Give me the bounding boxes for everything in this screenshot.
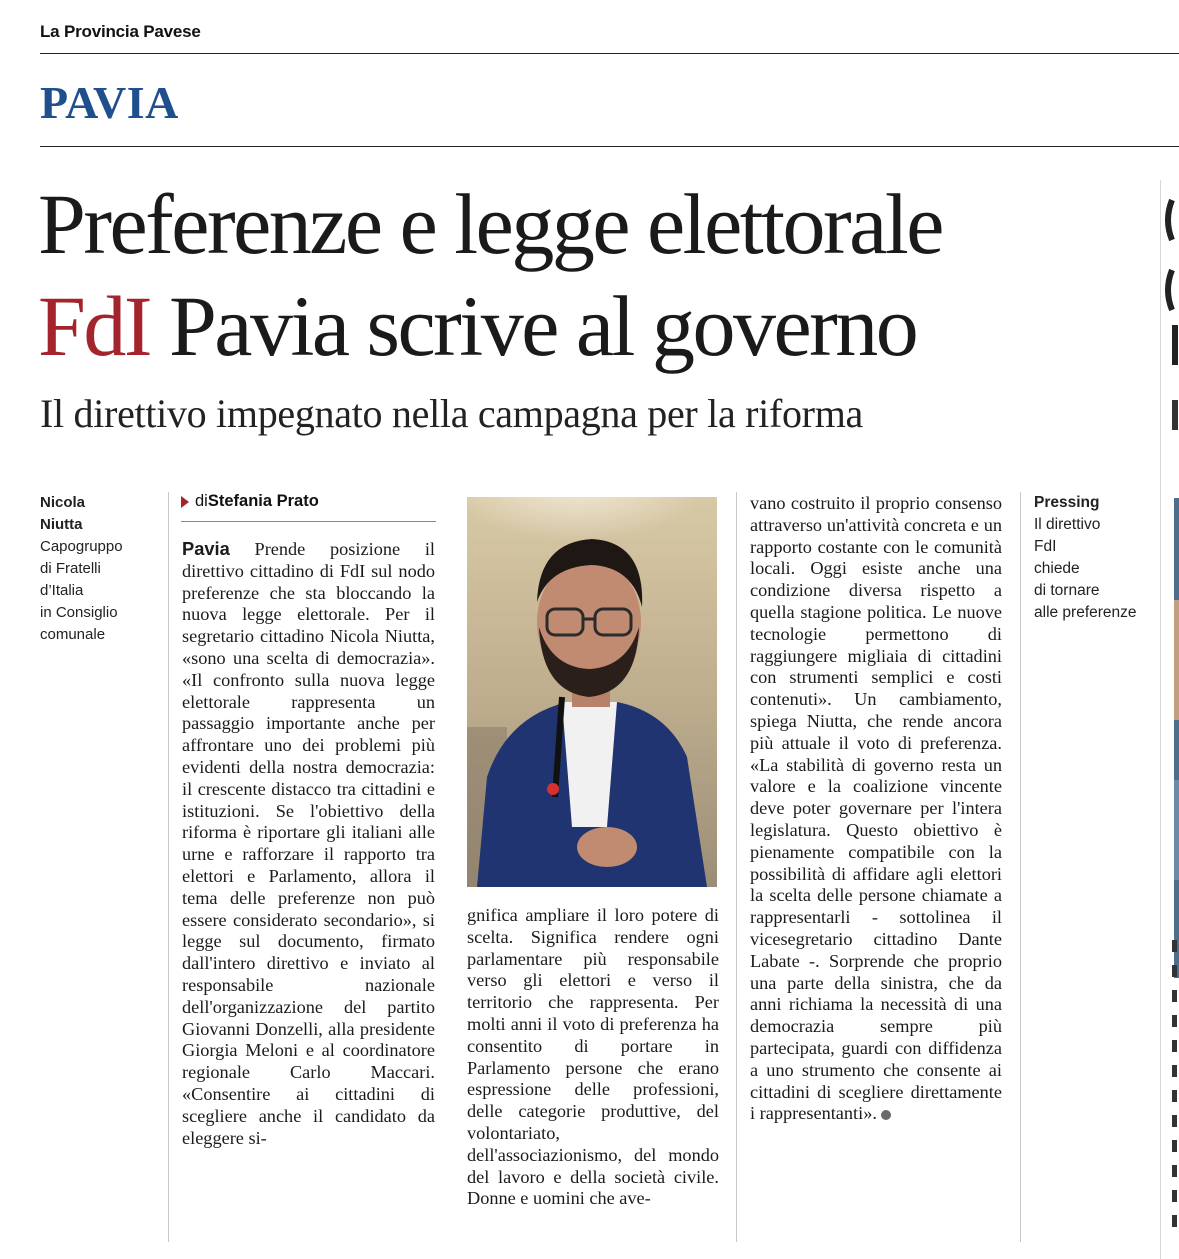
headline-highlight: FdI: [38, 278, 150, 374]
article-col1-text: Prende posizione il direttivo cittadino di FdI sul nodo preferenze che sta bloccando la nuova legge elettorale. Per il segretario cittadino Nicola Niutta, «sono una scelta di democrazia». «Il confronto sulla nuova legge elettorale rappresenta un passaggio importante anche per affrontare uno dei problemi più evidenti della nostra democrazia: il crescente distacco tra cittadini e istituzioni. Se l'obiettivo della riforma è riportare gli italiani alle urne e rafforzare il rapporto tra elettori e Parlamento, allora il tema delle preferenze non può essere considerato secondario», si legge sul documento, firmato dall'intero direttivo e inviato al responsabile nazionale dell'organizzazione del partito Giovanni Donzelli, alla presidente Giorgia Meloni e al coordinatore regionale Carlo Maccari. «Consentire ai cittadini di scegliere anche il candidato da eleggere si-: [182, 539, 435, 1148]
section-rule: [40, 146, 1179, 147]
article-column-3: [750, 493, 1002, 1125]
caption-line: di tornare: [1034, 582, 1100, 599]
byline-marker-icon: [181, 496, 189, 508]
sidebar-role-line: di Fratelli: [40, 560, 101, 577]
caption-line: Il direttivo: [1034, 516, 1101, 533]
sidebar-person: [40, 492, 155, 646]
adjacent-article-fragment: [1160, 180, 1179, 1259]
sidebar-name-last: Niutta: [40, 516, 83, 533]
sidebar-role-line: comunale: [40, 626, 106, 643]
byline-prefix: di: [195, 492, 208, 510]
person-photo-image: [467, 497, 717, 887]
byline-author: Stefania Prato: [207, 492, 319, 510]
caption-line: FdI: [1034, 538, 1057, 555]
sidebar-role-line: d’Italia: [40, 582, 84, 599]
article-column-1: [182, 538, 435, 1149]
article-city: Pavia: [182, 538, 230, 559]
photo-caption: [1034, 492, 1154, 624]
article-col3-text: vano costruito il proprio consenso attraverso un'attività concreta e un rapporto costante con le comunità locali. Oggi esiste anche una condizione diversa rispetto a quella stagione politica. Le nuove tecnologie permettono di raggiungere migliaia di cittadini con strumenti semplici e costi contenuti». Un cambiamento, spiega Niutta, che rende ancora più attuale il voto di preferenza. «La stabilità di governo resta un valore e la coalizione vincente deve poter governare per l'intera legislatura. Questo obiettivo è pienamente compatibile con la possibilità di affidare agli elettori la scelta delle persone chiamate a rappresentarli - sottolinea il vicesegretario cittadino Dante Labate -. Sorprende che proprio una parte della sinistra, che da anni richiama la necessità di una democrazia sempre più partecipata, guardi con diffidenza a uno strumento che consente ai cittadini di scegliere direttamente i rappresentanti».: [750, 493, 1002, 1124]
byline: [181, 492, 319, 511]
headline-rest: Pavia scrive al governo: [149, 278, 917, 374]
column-divider: [168, 492, 169, 1242]
headline-line-1: Preferenze e legge elettorale: [38, 176, 942, 272]
article-photo: [467, 497, 717, 887]
end-of-article-icon: [881, 1110, 891, 1120]
byline-rule: [181, 521, 436, 522]
caption-line: alle preferenze: [1034, 604, 1137, 621]
column-divider: [1020, 492, 1021, 1242]
section-title: PAVIA: [40, 77, 179, 128]
headline-line-2: [38, 280, 916, 372]
sidebar-role-line: Capogruppo: [40, 538, 123, 555]
caption-title: Pressing: [1034, 494, 1100, 511]
column-divider: [736, 492, 737, 1242]
sidebar-role-line: in Consiglio: [40, 604, 118, 621]
adjacent-article-shapes: [1160, 180, 1179, 1259]
publication-name: La Provincia Pavese: [40, 22, 201, 41]
caption-line: chiede: [1034, 560, 1080, 577]
headline-subtitle: Il direttivo impegnato nella campagna per la riforma: [40, 391, 863, 436]
article-column-2: gnifica ampliare il loro potere di scelta. Significa rendere ogni parlamentare più responsabile verso gli elettori e verso il territorio che rappresenta. Per molti anni il voto di preferenza ha consentito di portare in Parlamento persone che erano espressione delle professioni, delle categorie produttive, del volontariato, dell'associazionismo, del mondo del lavoro e della società civile. Donne e uomini che ave-: [467, 905, 719, 1209]
masthead-rule: [40, 53, 1179, 54]
sidebar-name-first: Nicola: [40, 494, 86, 511]
